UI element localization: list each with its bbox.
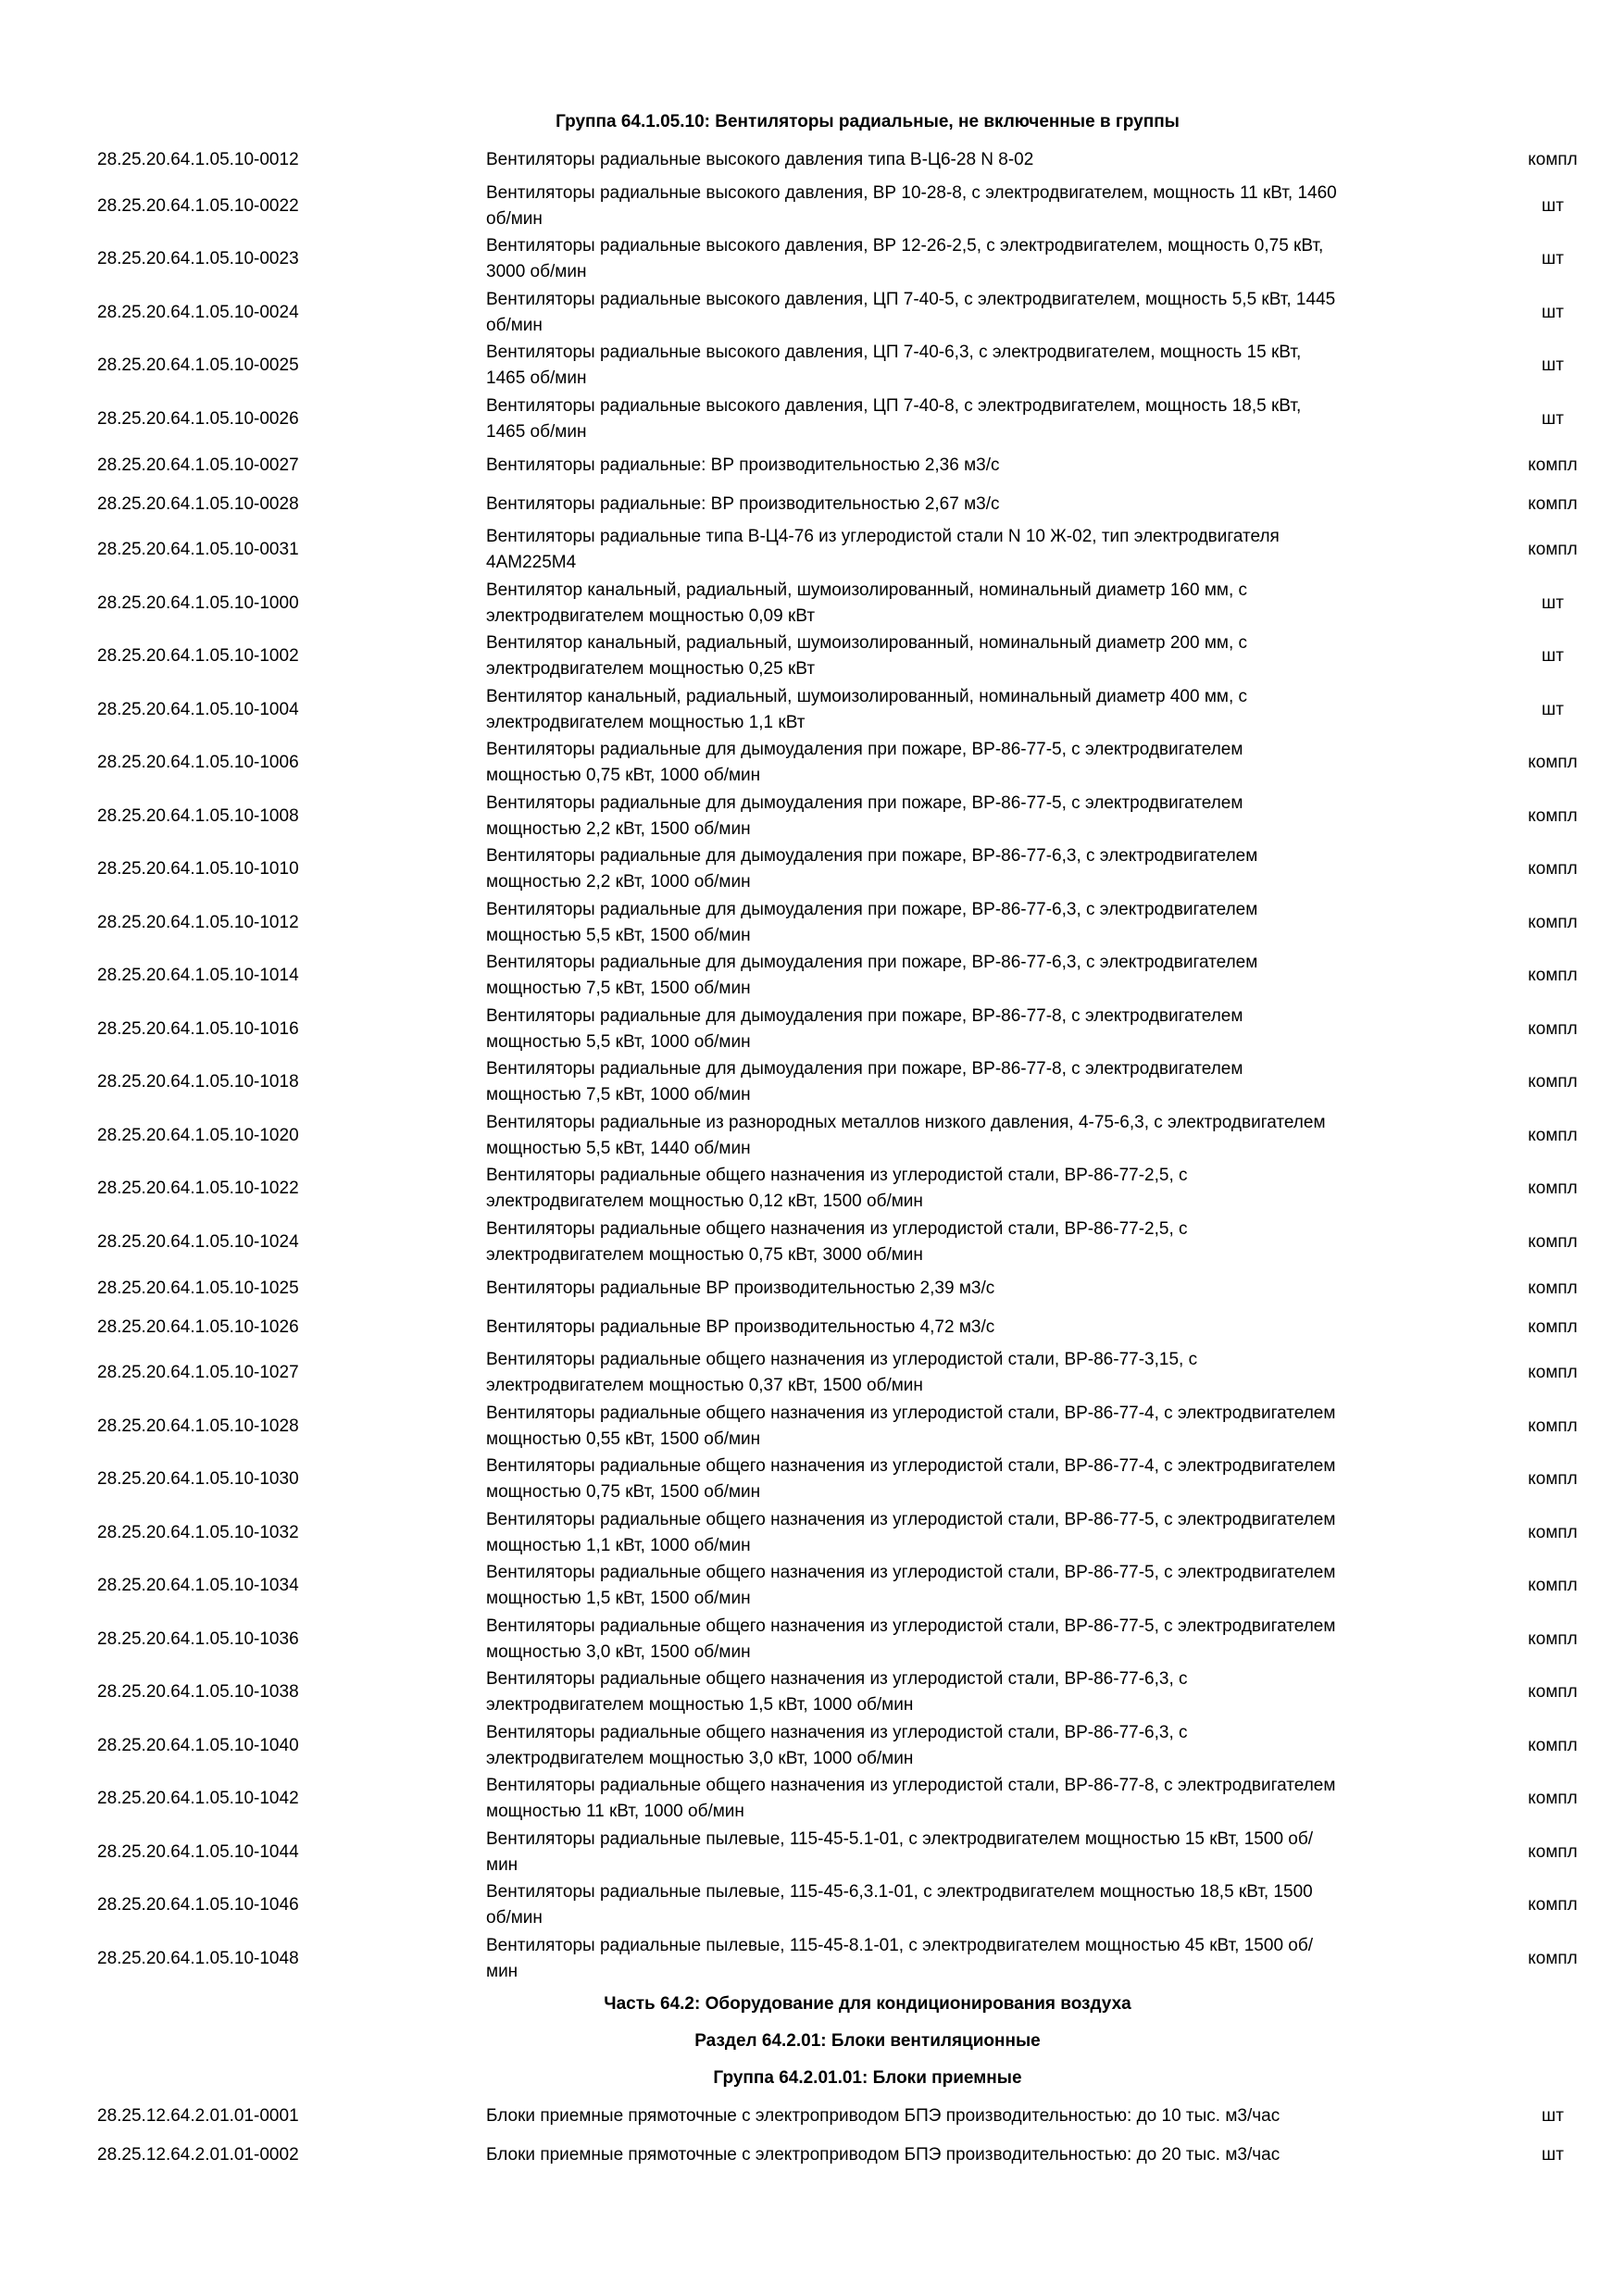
- item-unit-cell: [1338, 1573, 1624, 1599]
- item-code: 28.25.20.64.1.05.10-0024: [97, 302, 299, 322]
- item-unit: компл: [1528, 1522, 1578, 1542]
- table-row: [0, 1719, 1624, 1773]
- item-unit: компл: [1528, 1682, 1578, 1703]
- item-name: Вентиляторы радиальные: ВР производительностью 2,36 м3/с: [486, 455, 1000, 475]
- item-code: 28.25.20.64.1.05.10-0028: [97, 493, 299, 514]
- item-unit: компл: [1528, 1416, 1578, 1436]
- item-name: Вентиляторы радиальные общего назначения из углеродистой стали, ВР-86-77-2,5, с электродвигателем мощностью 0,75 кВт, 3000 об/мин: [486, 1218, 1188, 1265]
- item-name: Вентиляторы радиальные: ВР производительностью 2,67 м3/с: [486, 493, 1000, 514]
- item-name: Вентиляторы радиальные для дымоудаления при пожаре, ВР-86-77-8, с электродвигателем мощностью 5,5 кВт, 1000 об/мин: [486, 1005, 1243, 1052]
- section-heading: Группа 64.2.01.01: Блоки приемные: [713, 2067, 1022, 2088]
- item-unit-cell: [1338, 300, 1624, 326]
- item-unit: компл: [1528, 150, 1578, 169]
- item-name: Вентилятор канальный, радиальный, шумоизолированный, номинальный диаметр 400 мм, с электродвигателем мощностью 1,1 кВт: [486, 686, 1248, 732]
- item-unit: компл: [1528, 1231, 1578, 1252]
- table-row: [0, 843, 1624, 897]
- table-row: [0, 1454, 1624, 1507]
- item-unit: компл: [1528, 753, 1578, 773]
- item-code: 28.25.12.64.2.01.01-0001: [97, 2105, 299, 2126]
- item-unit: шт: [1542, 699, 1564, 719]
- item-code: 28.25.20.64.1.05.10-1042: [97, 1789, 299, 1809]
- item-name: Вентиляторы радиальные для дымоудаления при пожаре, ВР-86-77-6,3, с электродвигателем мощностью 5,5 кВт, 1500 об/мин: [486, 899, 1258, 945]
- item-unit-cell: [1338, 1733, 1624, 1759]
- item-unit: шт: [1542, 302, 1564, 322]
- item-code: 28.25.20.64.1.05.10-1002: [97, 646, 299, 667]
- table-row: [0, 1216, 1624, 1269]
- item-unit-cell: [1338, 963, 1624, 989]
- item-unit-cell: [1338, 1069, 1624, 1095]
- item-code: 28.25.20.64.1.05.10-0031: [97, 540, 299, 560]
- table-row: [0, 896, 1624, 950]
- item-code: 28.25.20.64.1.05.10-0025: [97, 356, 299, 376]
- table-row: [0, 233, 1624, 287]
- table-row: [0, 1879, 1624, 1933]
- item-unit-cell: [1338, 1786, 1624, 1812]
- item-name: Вентиляторы радиальные общего назначения из углеродистой стали, ВР-86-77-6,3, с электродвигателем мощностью 3,0 кВт, 1000 об/мин: [486, 1722, 1188, 1768]
- item-code: 28.25.20.64.1.05.10-0012: [97, 150, 299, 169]
- item-code: 28.25.20.64.1.05.10-1025: [97, 1278, 299, 1298]
- item-name: Вентиляторы радиальные высокого давления, ВР 10-28-8, с электродвигателем, мощность 11 кВт, 1460 об/мин: [486, 182, 1337, 229]
- item-unit: компл: [1528, 1278, 1578, 1298]
- item-name: Вентиляторы радиальные высокого давления, ЦП 7-40-6,3, с электродвигателем, мощность 15 кВт, 1465 об/мин: [486, 343, 1302, 389]
- item-name: Вентиляторы радиальные пылевые, 115-45-6,3.1-01, с электродвигателем мощностью 18,5 кВт, 1500 об/мин: [486, 1882, 1313, 1928]
- item-unit: компл: [1528, 1735, 1578, 1755]
- item-code: 28.25.20.64.1.05.10-1036: [97, 1628, 299, 1649]
- table-row: [0, 1347, 1624, 1401]
- item-code: 28.25.20.64.1.05.10-1030: [97, 1469, 299, 1490]
- section-heading: Раздел 64.2.01: Блоки вентиляционные: [694, 2030, 1041, 2051]
- item-code: 28.25.20.64.1.05.10-1028: [97, 1416, 299, 1436]
- item-name: Вентилятор канальный, радиальный, шумоизолированный, номинальный диаметр 200 мм, с электродвигателем мощностью 0,25 кВт: [486, 633, 1248, 680]
- price-list-table: [0, 104, 1624, 2175]
- table-row: [0, 1773, 1624, 1827]
- table-row: [0, 524, 1624, 578]
- item-code: 28.25.20.64.1.05.10-1014: [97, 966, 299, 986]
- item-unit: компл: [1528, 1316, 1578, 1337]
- item-code: 28.25.20.64.1.05.10-0027: [97, 455, 299, 475]
- item-unit: компл: [1528, 540, 1578, 560]
- item-unit-cell: [1338, 1679, 1624, 1705]
- item-unit-cell: [1338, 1466, 1624, 1492]
- table-row: [0, 790, 1624, 843]
- table-row: [0, 340, 1624, 393]
- table-row: [0, 286, 1624, 340]
- table-row: [0, 2136, 1624, 2175]
- item-unit: шт: [1542, 2144, 1564, 2165]
- item-name: Вентиляторы радиальные для дымоудаления при пожаре, ВР-86-77-5, с электродвигателем мощностью 2,2 кВт, 1500 об/мин: [486, 792, 1243, 839]
- item-code: 28.25.20.64.1.05.10-1046: [97, 1895, 299, 1915]
- item-unit: компл: [1528, 1179, 1578, 1199]
- item-code: 28.25.20.64.1.05.10-1027: [97, 1363, 299, 1383]
- item-name: Блоки приемные прямоточные с электроприводом БПЭ производительностью: до 20 тыс. м3/час: [486, 2144, 1280, 2165]
- item-unit: шт: [1542, 249, 1564, 269]
- table-row: [0, 393, 1624, 446]
- item-name: Вентиляторы радиальные общего назначения из углеродистой стали, ВР-86-77-4, с электродвигателем мощностью 0,75 кВт, 1500 об/мин: [486, 1456, 1336, 1503]
- item-unit-cell: [1338, 1229, 1624, 1255]
- item-code: 28.25.20.64.1.05.10-1040: [97, 1735, 299, 1755]
- item-name: Вентиляторы радиальные общего назначения из углеродистой стали, ВР-86-77-2,5, с электродвигателем мощностью 0,12 кВт, 1500 об/мин: [486, 1166, 1188, 1212]
- item-code: 28.25.20.64.1.05.10-1012: [97, 912, 299, 932]
- item-code: 28.25.20.64.1.05.10-1004: [97, 699, 299, 719]
- item-code: 28.25.20.64.1.05.10-1010: [97, 859, 299, 880]
- item-code: 28.25.20.64.1.05.10-1044: [97, 1841, 299, 1862]
- item-unit: компл: [1528, 1363, 1578, 1383]
- table-row: [0, 485, 1624, 524]
- item-unit-cell: [1338, 750, 1624, 776]
- table-row: [0, 1613, 1624, 1666]
- item-unit: шт: [1542, 408, 1564, 429]
- item-unit: компл: [1528, 1072, 1578, 1092]
- item-unit-cell: [1338, 2142, 1624, 2168]
- table-row: [0, 1506, 1624, 1560]
- item-code: 28.25.20.64.1.05.10-1038: [97, 1682, 299, 1703]
- item-code: 28.25.20.64.1.05.10-1016: [97, 1018, 299, 1039]
- item-code: 28.25.20.64.1.05.10-1034: [97, 1576, 299, 1596]
- item-unit-cell: [1338, 537, 1624, 563]
- item-name: Блоки приемные прямоточные с электроприводом БПЭ производительностью: до 10 тыс. м3/час: [486, 2105, 1280, 2126]
- item-name: Вентиляторы радиальные общего назначения из углеродистой стали, ВР-86-77-8, с электродвигателем мощностью 11 кВт, 1000 об/мин: [486, 1776, 1336, 1822]
- table-row: [0, 1056, 1624, 1110]
- item-unit-cell: [1338, 353, 1624, 379]
- item-code: 28.25.20.64.1.05.10-0023: [97, 249, 299, 269]
- item-unit: компл: [1528, 966, 1578, 986]
- item-unit: шт: [1542, 2105, 1564, 2126]
- item-unit-cell: [1338, 453, 1624, 479]
- item-name: Вентиляторы радиальные общего назначения из углеродистой стали, ВР-86-77-5, с электродвигателем мощностью 1,1 кВт, 1000 об/мин: [486, 1509, 1336, 1555]
- table-row: [0, 1932, 1624, 1986]
- table-row: [0, 141, 1624, 180]
- item-unit-cell: [1338, 1946, 1624, 1972]
- item-unit: шт: [1542, 195, 1564, 216]
- item-unit-cell: [1338, 492, 1624, 518]
- item-unit-cell: [1338, 910, 1624, 936]
- item-name: Вентиляторы радиальные высокого давления типа В-Ц6-28 N 8-02: [486, 150, 1034, 169]
- table-row: [0, 1400, 1624, 1454]
- item-unit-cell: [1338, 1315, 1624, 1341]
- item-name: Вентиляторы радиальные ВР производительностью 4,72 м3/с: [486, 1316, 995, 1337]
- item-unit-cell: [1338, 1176, 1624, 1202]
- item-unit-cell: [1338, 193, 1624, 219]
- item-unit-cell: [1338, 147, 1624, 173]
- item-unit-cell: [1338, 1276, 1624, 1302]
- item-unit: компл: [1528, 1628, 1578, 1649]
- item-unit: компл: [1528, 1125, 1578, 1145]
- item-unit: шт: [1542, 646, 1564, 667]
- item-code: 28.25.20.64.1.05.10-1026: [97, 1316, 299, 1337]
- item-code: 28.25.20.64.1.05.10-1000: [97, 593, 299, 613]
- item-name: Вентиляторы радиальные общего назначения из углеродистой стали, ВР-86-77-5, с электродвигателем мощностью 3,0 кВт, 1500 об/мин: [486, 1616, 1336, 1662]
- item-unit-cell: [1338, 1520, 1624, 1546]
- item-unit-cell: [1338, 246, 1624, 272]
- item-unit: компл: [1528, 1841, 1578, 1862]
- item-name: Вентилятор канальный, радиальный, шумоизолированный, номинальный диаметр 160 мм, с электродвигателем мощностью 0,09 кВт: [486, 580, 1248, 626]
- item-unit: шт: [1542, 356, 1564, 376]
- item-name: Вентиляторы радиальные из разнородных металлов низкого давления, 4-75-6,3, с электродвигателем мощностью 5,5 кВт, 1440 об/мин: [486, 1112, 1326, 1158]
- item-code: 28.25.20.64.1.05.10-1022: [97, 1179, 299, 1199]
- item-unit: компл: [1528, 1469, 1578, 1490]
- item-unit: компл: [1528, 1948, 1578, 1968]
- item-unit: компл: [1528, 455, 1578, 475]
- item-name: Вентиляторы радиальные ВР производительностью 2,39 м3/с: [486, 1278, 995, 1298]
- item-name: Вентиляторы радиальные для дымоудаления при пожаре, ВР-86-77-5, с электродвигателем мощностью 0,75 кВт, 1000 об/мин: [486, 740, 1243, 786]
- item-unit-cell: [1338, 2103, 1624, 2129]
- item-unit-cell: [1338, 856, 1624, 882]
- item-name: Вентиляторы радиальные пылевые, 115-45-8.1-01, с электродвигателем мощностью 45 кВт, 1500 об/мин: [486, 1935, 1314, 1981]
- table-row: [0, 1163, 1624, 1217]
- table-row: [0, 950, 1624, 1004]
- item-unit: компл: [1528, 1576, 1578, 1596]
- item-name: Вентиляторы радиальные для дымоудаления при пожаре, ВР-86-77-6,3, с электродвигателем мощностью 7,5 кВт, 1500 об/мин: [486, 953, 1258, 999]
- item-code: 28.25.20.64.1.05.10-1024: [97, 1231, 299, 1252]
- item-name: Вентиляторы радиальные общего назначения из углеродистой стали, ВР-86-77-5, с электродвигателем мощностью 1,5 кВт, 1500 об/мин: [486, 1563, 1336, 1609]
- item-unit: компл: [1528, 1895, 1578, 1915]
- table-row: [0, 180, 1624, 233]
- table-row: [0, 683, 1624, 737]
- item-name: Вентиляторы радиальные типа В-Ц4-76 из углеродистой стали N 10 Ж-02, тип электродвигателя 4АМ225М4: [486, 527, 1280, 573]
- item-unit-cell: [1338, 406, 1624, 432]
- item-unit-cell: [1338, 1892, 1624, 1918]
- item-unit: компл: [1528, 859, 1578, 880]
- table-row: [0, 446, 1624, 485]
- item-code: 28.25.12.64.2.01.01-0002: [97, 2144, 299, 2165]
- item-code: 28.25.20.64.1.05.10-1006: [97, 753, 299, 773]
- item-unit-cell: [1338, 1360, 1624, 1386]
- item-unit: компл: [1528, 493, 1578, 514]
- item-unit: компл: [1528, 912, 1578, 932]
- item-unit-cell: [1338, 1123, 1624, 1149]
- table-row: [0, 577, 1624, 630]
- item-unit-cell: [1338, 804, 1624, 830]
- item-unit-cell: [1338, 643, 1624, 669]
- item-unit-cell: [1338, 591, 1624, 617]
- item-code: 28.25.20.64.1.05.10-1018: [97, 1072, 299, 1092]
- table-row: [0, 1826, 1624, 1879]
- item-unit: компл: [1528, 1789, 1578, 1809]
- item-code: 28.25.20.64.1.05.10-0026: [97, 408, 299, 429]
- item-name: Вентиляторы радиальные общего назначения из углеродистой стали, ВР-86-77-4, с электродвигателем мощностью 0,55 кВт, 1500 об/мин: [486, 1403, 1336, 1449]
- table-row: [0, 1308, 1624, 1347]
- item-code: 28.25.20.64.1.05.10-1032: [97, 1522, 299, 1542]
- item-code: 28.25.20.64.1.05.10-1008: [97, 805, 299, 826]
- item-name: Вентиляторы радиальные общего назначения из углеродистой стали, ВР-86-77-6,3, с электродвигателем мощностью 1,5 кВт, 1000 об/мин: [486, 1669, 1188, 1716]
- item-unit-cell: [1338, 697, 1624, 723]
- item-unit-cell: [1338, 1840, 1624, 1866]
- item-name: Вентиляторы радиальные высокого давления, ЦП 7-40-5, с электродвигателем, мощность 5,5 кВт, 1445 об/мин: [486, 289, 1336, 335]
- table-row: [0, 1109, 1624, 1163]
- item-name: Вентиляторы радиальные высокого давления, ЦП 7-40-8, с электродвигателем, мощность 18,5 кВт, 1465 об/мин: [486, 395, 1302, 442]
- item-name: Вентиляторы радиальные для дымоудаления при пожаре, ВР-86-77-6,3, с электродвигателем мощностью 2,2 кВт, 1000 об/мин: [486, 846, 1258, 892]
- item-name: Вентиляторы радиальные высокого давления, ВР 12-26-2,5, с электродвигателем, мощность 0,75 кВт, 3000 об/мин: [486, 236, 1324, 282]
- table-row: [0, 2097, 1624, 2136]
- table-row: [0, 630, 1624, 684]
- item-unit-cell: [1338, 1627, 1624, 1653]
- item-name: Вентиляторы радиальные общего назначения из углеродистой стали, ВР-86-77-3,15, с электродвигателем мощностью 0,37 кВт, 1500 об/мин: [486, 1350, 1198, 1396]
- table-row: [0, 1666, 1624, 1720]
- section-heading: Группа 64.1.05.10: Вентиляторы радиальные, не включенные в группы: [556, 112, 1180, 131]
- item-unit: компл: [1528, 1018, 1578, 1039]
- table-row: [0, 737, 1624, 791]
- item-unit: компл: [1528, 805, 1578, 826]
- table-row: [0, 1003, 1624, 1056]
- item-name: Вентиляторы радиальные пылевые, 115-45-5.1-01, с электродвигателем мощностью 15 кВт, 1500 об/мин: [486, 1828, 1314, 1875]
- item-name: Вентиляторы радиальные для дымоудаления при пожаре, ВР-86-77-8, с электродвигателем мощностью 7,5 кВт, 1000 об/мин: [486, 1059, 1243, 1105]
- item-unit-cell: [1338, 1017, 1624, 1042]
- table-row: [0, 1560, 1624, 1614]
- item-code: 28.25.20.64.1.05.10-1020: [97, 1125, 299, 1145]
- item-code: 28.25.20.64.1.05.10-1048: [97, 1948, 299, 1968]
- item-unit: шт: [1542, 593, 1564, 613]
- table-row: [0, 1269, 1624, 1308]
- item-code: 28.25.20.64.1.05.10-0022: [97, 195, 299, 216]
- item-unit-cell: [1338, 1414, 1624, 1440]
- section-heading: Часть 64.2: Оборудование для кондиционирования воздуха: [604, 1993, 1131, 2014]
